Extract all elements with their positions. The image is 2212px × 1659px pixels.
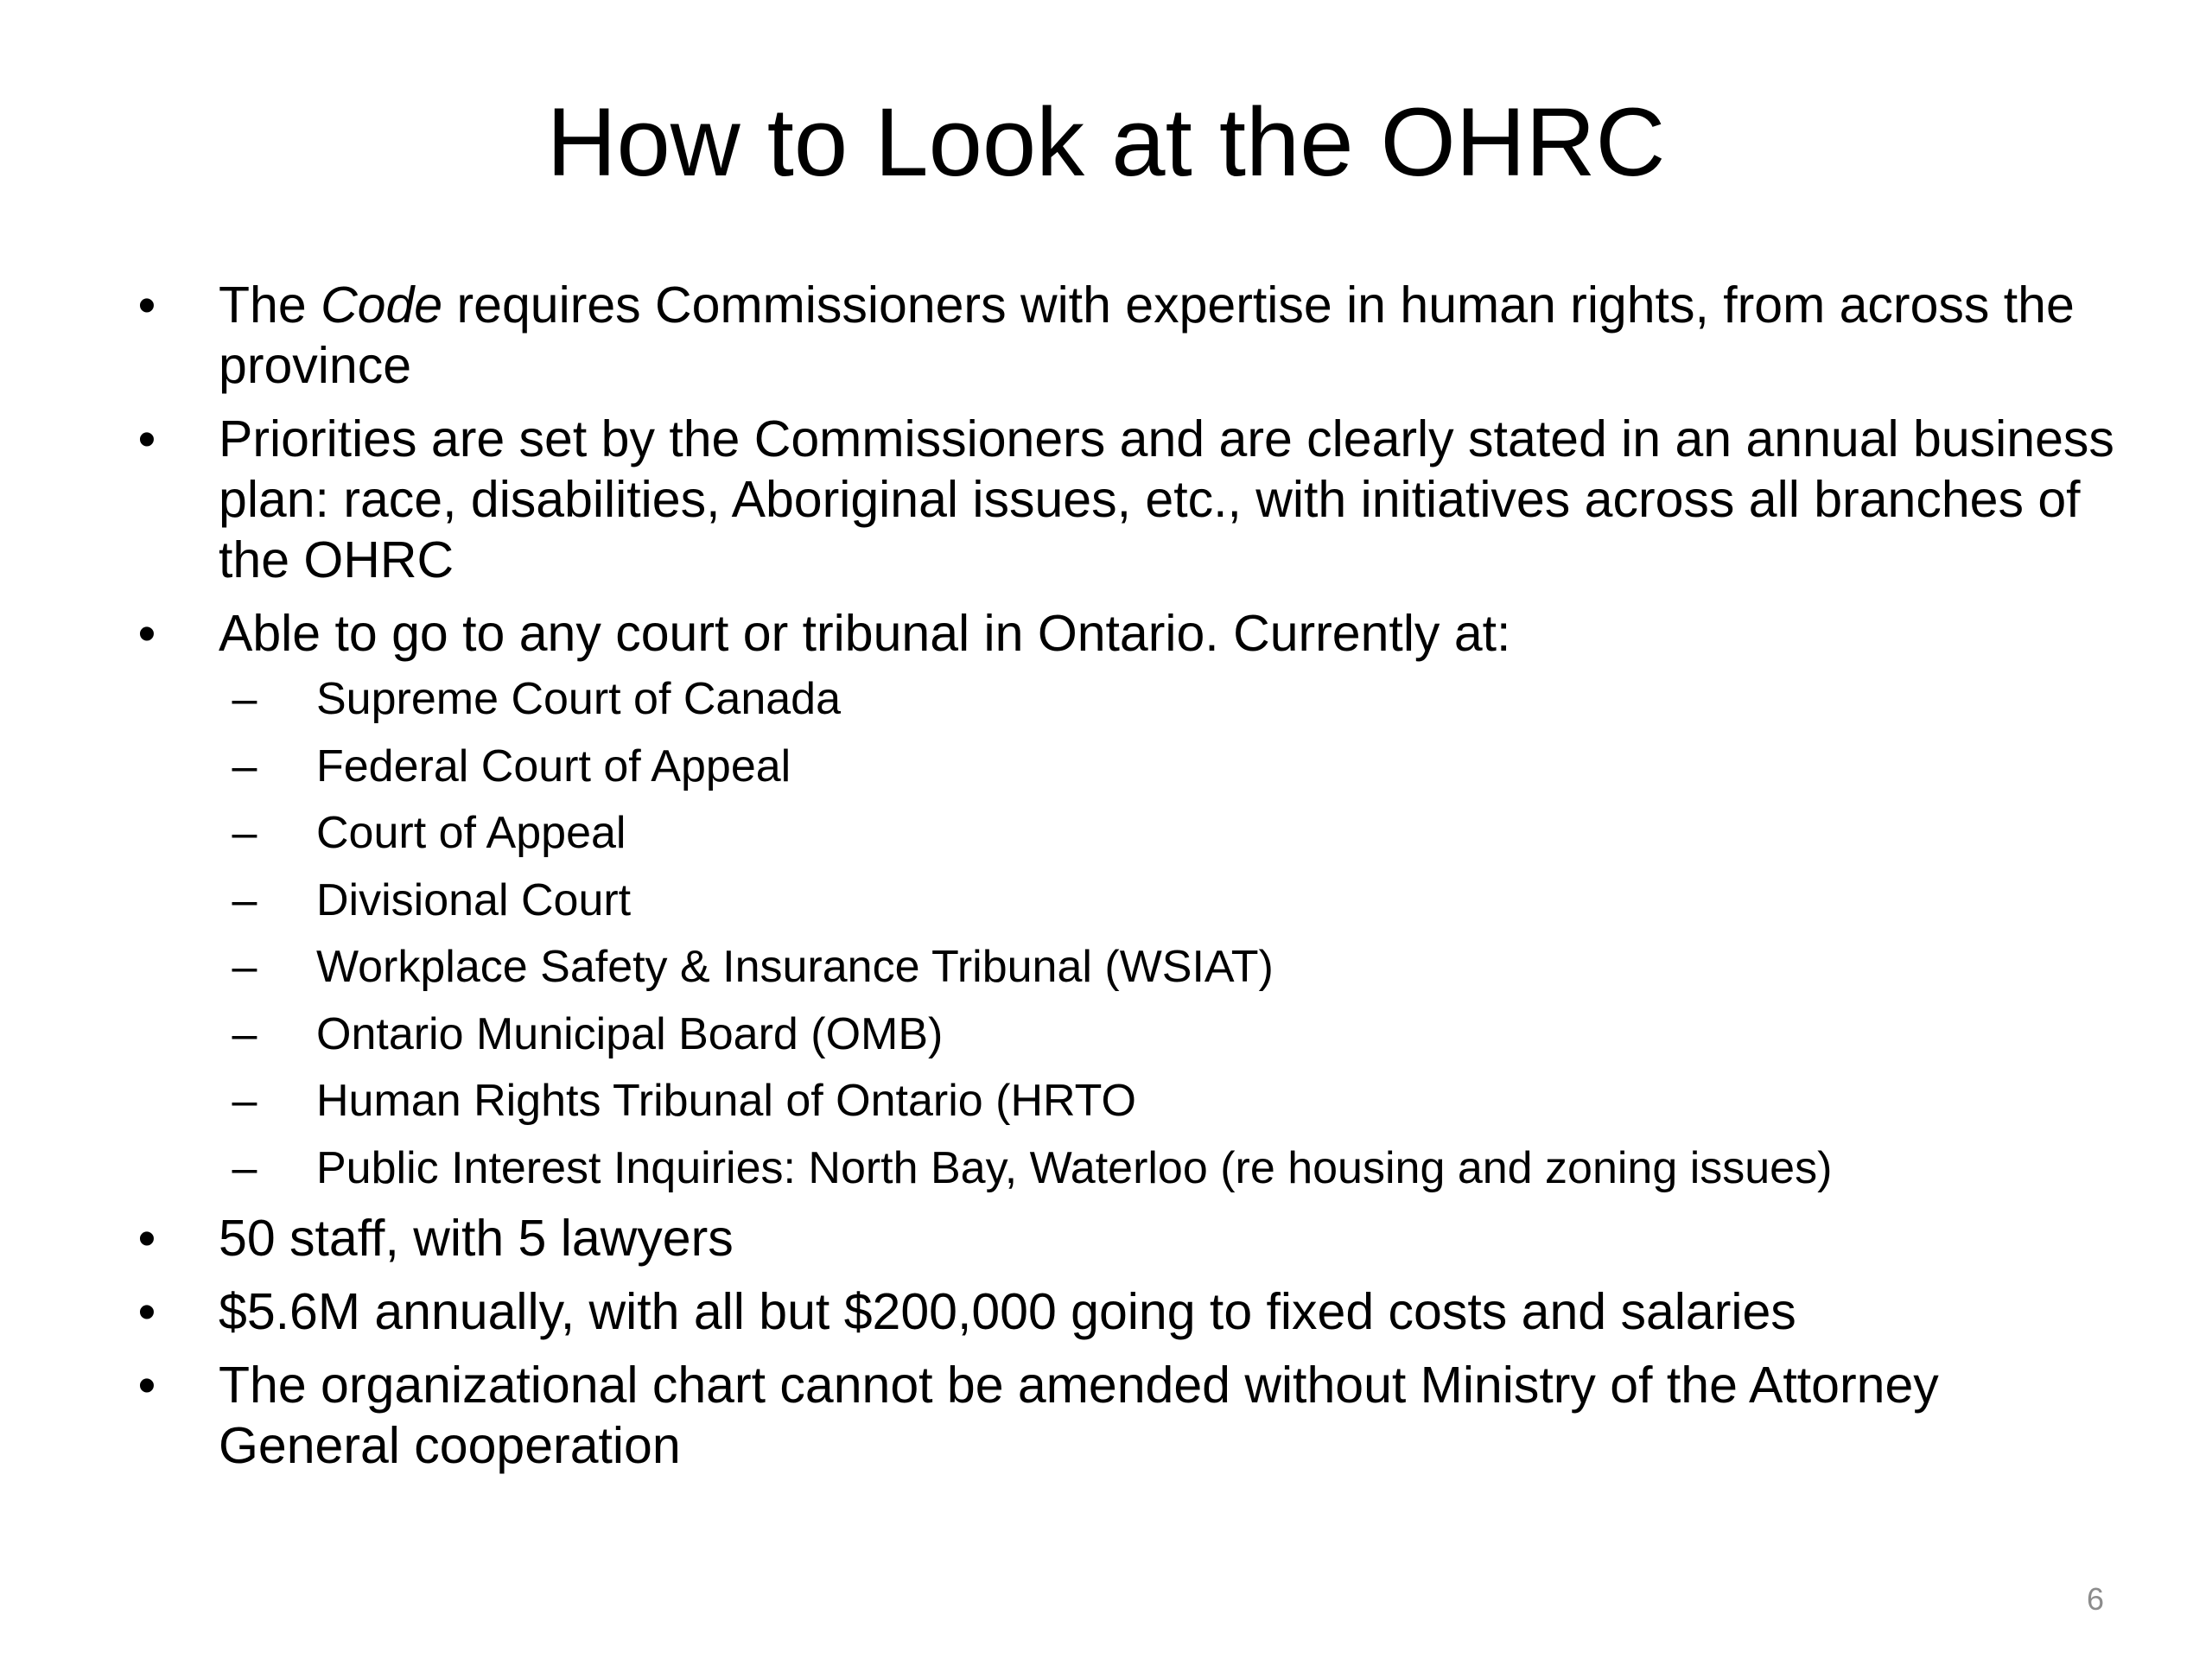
sub-bullet-list xyxy=(219,672,2117,1195)
sub-bullet-text: Workplace Safety & Insurance Tribunal (WSIAT) xyxy=(316,942,1274,992)
sub-bullet-item xyxy=(219,1007,2117,1061)
sub-bullet-marker: – xyxy=(232,1008,257,1059)
sub-bullet-marker: – xyxy=(232,1142,257,1193)
sub-bullet-item xyxy=(219,1141,2117,1195)
sub-bullet-item xyxy=(219,806,2117,860)
page-number: 6 xyxy=(2086,1581,2104,1617)
sub-bullet-text: Supreme Court of Canada xyxy=(316,674,842,724)
bullet-text-pre: The xyxy=(219,276,321,334)
sub-bullet-text: Public Interest Inquiries: North Bay, Waterloo (re housing and zoning issues) xyxy=(316,1142,1833,1193)
bullet-item xyxy=(130,1208,2117,1268)
bullet-text: Able to go to any court or tribunal in Ontario. Currently at: xyxy=(219,605,1511,662)
sub-bullet-item xyxy=(219,1074,2117,1128)
sub-bullet-marker: – xyxy=(232,741,257,791)
bullet-text: Priorities are set by the Commissioners and are clearly stated in an annual business plan: race, disabilities, Aboriginal issues, etc., with initiatives across all branches of the OHRC xyxy=(219,410,2114,588)
sub-bullet-item xyxy=(219,940,2117,994)
bullet-item xyxy=(130,1355,2117,1476)
bullet-marker: • xyxy=(137,1283,156,1340)
sub-bullet-item xyxy=(219,740,2117,793)
bullet-item xyxy=(130,409,2117,590)
sub-bullet-text: Court of Appeal xyxy=(316,808,626,858)
sub-bullet-text: Divisional Court xyxy=(316,874,632,925)
sub-bullet-text: Ontario Municipal Board (OMB) xyxy=(316,1008,944,1059)
bullet-text: $5.6M annually, with all but $200,000 going to fixed costs and salaries xyxy=(219,1283,1796,1340)
bullet-item xyxy=(130,275,2117,396)
sub-bullet-marker: – xyxy=(232,874,257,925)
bullet-text-emphasis: Code xyxy=(321,276,443,334)
bullet-item xyxy=(130,1281,2117,1342)
bullet-text: 50 staff, with 5 lawyers xyxy=(219,1210,734,1267)
sub-bullet-marker: – xyxy=(232,674,257,724)
sub-bullet-text: Human Rights Tribunal of Ontario (HRTO xyxy=(316,1076,1136,1126)
bullet-marker: • xyxy=(137,605,156,662)
bullet-text-post: requires Commissioners with expertise in human rights, from across the province xyxy=(219,276,2075,394)
sub-bullet-marker: – xyxy=(232,1076,257,1126)
slide-title: How to Look at the OHRC xyxy=(546,88,1666,196)
sub-bullet-item xyxy=(219,672,2117,726)
sub-bullet-item xyxy=(219,874,2117,927)
bullet-marker: • xyxy=(137,276,156,334)
bullet-marker: • xyxy=(137,1210,156,1267)
sub-bullet-marker: – xyxy=(232,942,257,992)
bullet-list xyxy=(130,275,2117,1489)
sub-bullet-marker: – xyxy=(232,808,257,858)
sub-bullet-text: Federal Court of Appeal xyxy=(316,741,791,791)
bullet-marker: • xyxy=(137,410,156,467)
bullet-item xyxy=(130,603,2117,1195)
bullet-marker: • xyxy=(137,1357,156,1414)
bullet-text: The organizational chart cannot be amended without Ministry of the Attorney General cooperation xyxy=(219,1357,1939,1474)
